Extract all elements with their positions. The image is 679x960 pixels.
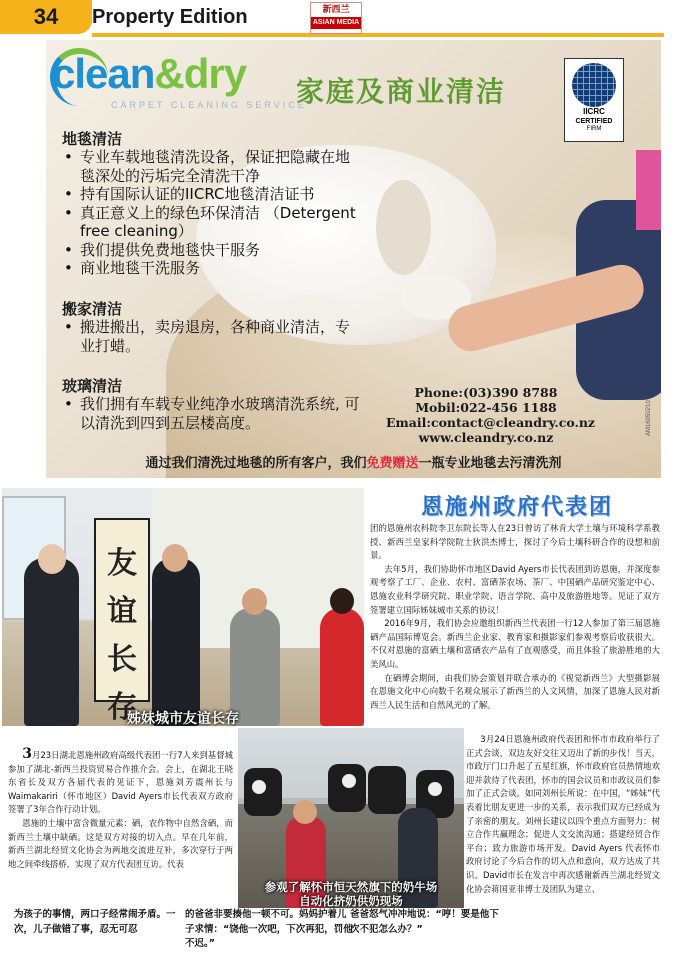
drop-cap: 3 bbox=[22, 746, 33, 762]
ad-promo-footer bbox=[46, 452, 661, 471]
promo-highlight: 免费赠送 bbox=[366, 456, 419, 471]
page-number: 34 bbox=[0, 0, 92, 34]
cow bbox=[328, 764, 366, 812]
photo2-caption-line1: 参观了解怀市恒天然旗下的奶牛场 bbox=[264, 880, 438, 894]
joke-fragment-left: 为孩子的事情，两口子经常闹矛盾。一次，儿子做错了事，忍无可忍 bbox=[14, 909, 176, 935]
article-paragraph: 在硒博会期间，由我们协会策划并联合承办的《视觉新西兰》大型摄影展在恩施文化中心向数千名观众展示了新西兰的人文风情，加深了恩施人民对新西兰人民生活和自然风光的了解。 bbox=[370, 672, 660, 710]
iicrc-certified: CERTIFIED bbox=[575, 118, 613, 125]
person bbox=[152, 558, 200, 726]
joke-fragment-middle: 的爸爸非要揍他一顿不可。妈妈护着儿子求情：“饶他一次吧，下次再犯，罚他不迟。” bbox=[185, 909, 353, 949]
article-paragraph: 去年5月，我们协助怀市地区David Ayers市长代表团到访恩施，并深度参观考察了工厂、企业、农村、富硒茶农场、茶厂、中国硒产品研究鉴定中心、恩施农业科学研究院、职业学院、语言学院、高中及旅游胜地等。见证了双方签署建立国际姊妹城市关系的协议！ bbox=[370, 563, 660, 615]
brand-subtitle: CARPET CLEANING SERVICE bbox=[111, 100, 307, 110]
photo2-caption bbox=[238, 880, 464, 908]
glass-cleaning-list bbox=[60, 395, 360, 432]
contact-block bbox=[386, 385, 596, 445]
article-paragraph: 2016年9月，我们协会应邀组织新西兰代表团一行12人参加了第三届恩施硒产品国际博览会。新西兰企业家、教育家和摄影家们参观考察后收获很大。不仅对恩施的富硒土壤和富硒农产品有了直观感受，而且体验了旅游胜地的大美风山。 bbox=[370, 618, 660, 669]
list-item: • 持有国际认证的IICRC地毯清洁证书 bbox=[60, 185, 360, 204]
cow-spot bbox=[252, 780, 266, 794]
friendship-ceremony-photo bbox=[2, 488, 364, 726]
carpet-cleaning-list bbox=[60, 148, 360, 278]
puppy-ear bbox=[376, 180, 431, 275]
contact-mobile: Mobil:022-456 1188 bbox=[415, 400, 557, 415]
glass-cleaning-title: 玻璃清洁 bbox=[62, 377, 123, 395]
iicrc-name: IICRC bbox=[583, 107, 605, 116]
globe-icon bbox=[572, 63, 616, 107]
person-head bbox=[242, 588, 267, 615]
promo-pre: 通过我们清洗过地毯的所有客户，我们 bbox=[145, 456, 367, 471]
carpet-cleaning-title: 地毯清洁 bbox=[62, 130, 123, 148]
publisher-logo-en: ASIAN MEDIA bbox=[311, 17, 361, 29]
visitor-head bbox=[293, 800, 317, 824]
iicrc-firm: FIRM bbox=[586, 126, 602, 132]
brand-chinese-title: 家庭及商业清洁 bbox=[296, 75, 507, 108]
cow bbox=[368, 766, 406, 814]
list-item: • 我们提供免费地毯快干服务 bbox=[60, 241, 360, 260]
moving-cleaning-title: 搬家清洁 bbox=[62, 300, 123, 318]
calligraphy-text: 友谊长存 bbox=[107, 546, 137, 725]
contact-email: Email:contact@cleandry.co.nz bbox=[386, 415, 596, 430]
article-title: 恩施州政府代表团 bbox=[420, 495, 613, 520]
clean-dry-advertisement bbox=[46, 40, 661, 478]
joke-fragment-right: 爸爸怒气冲冲地说：“哼！要是他下次不犯怎么办？” bbox=[350, 909, 499, 935]
article-left-column bbox=[8, 746, 233, 871]
list-item: • 专业车载地毯清洗设备，保证把隐藏在地毯深处的污垢完全清洗干净 bbox=[60, 148, 360, 185]
cow-spot bbox=[342, 774, 356, 788]
person-head bbox=[162, 544, 188, 572]
photo1-caption: 姊妹城市友谊长存 bbox=[127, 711, 239, 727]
list-item: • 我们拥有车载专业纯净水玻璃清洗系统, 可以清洗到四到五层楼高度。 bbox=[60, 395, 360, 432]
contact-phone: Phone:(03)390 8788 bbox=[414, 385, 558, 400]
edition-title: Property Edition bbox=[92, 6, 248, 28]
article-paragraph: 团的恩施州农科院李卫东院长等人在23日曾访了林肯大学土壤与环境科学系教授、新西兰皇家科学院院士狄洪杰博士，探讨了今后土壤科研合作的设想和前景。 bbox=[370, 523, 660, 561]
list-item: • 商业地毯干洗服务 bbox=[60, 259, 360, 278]
article-right-lower-column bbox=[466, 733, 660, 896]
list-item: • 搬进搬出，卖房退房，各种商业清洁，专业打蜡。 bbox=[60, 318, 350, 355]
article-paragraph: 3月24日恩施州政府代表团和怀市市政府举行了正式会谈，双边友好交往又迈出了新的步伐！当天，市政厅门口升起了五星红旗，怀市政府官员热情地欢迎并款待了代表团，怀市的国会议员和市政议员们参加了正式会谈。如同刘州长所说：在中国，“姊妹”代表着比朋友更进一步的关系，表示我们双方已经成为了亲密的朋友。刘州长建议以四个重点方面努力：树立合作共赢理念；促进人文交流沟通；搭建经贸合作平台；致力旅游市场开发。David Ayers 代表怀市政府讨论了今后合作的切入点和意向，双方达成了共识。David市长在发言中再次感谢新西兰湖北经贸文化协会蒋国亚非博士及团队为建立、 bbox=[466, 734, 660, 894]
photo2-caption-line2: 自动化挤奶供奶现场 bbox=[299, 894, 403, 908]
cow-spot bbox=[428, 782, 442, 796]
list-item: • 真正意义上的绿色环保清洁 （Detergent free cleaning） bbox=[60, 204, 360, 241]
article-paragraph: 月23日湖北恩施州政府高级代表团一行7人来到基督城参加了湖北-新西兰投资贸易合作推介会。会上，在湖北王晓东省长及双方各届代表的见证下，恩施刘芳震州长与Waimakariri（怀市地区）David Ayers市长代表双方政府签署了3年合作行动计划。 bbox=[8, 750, 233, 815]
person bbox=[24, 558, 79, 726]
moving-cleaning-list bbox=[60, 318, 350, 355]
ad-code: AM16050210 bbox=[646, 400, 652, 436]
article-paragraph: 恩施的土壤中富含微量元素：硒，农作物中自然含硒，而新西兰土壤中缺硒。这是双方对接的切入点。早在几年前，新西兰湖北经贸文化协会为两地交流进互补，多次穿行于两地之间牵线搭桥，实现了双方代表团互访。代表 bbox=[8, 817, 233, 869]
contact-website: www.cleandry.co.nz bbox=[418, 430, 554, 445]
brand-logo-dry: &dry bbox=[154, 50, 247, 97]
header-rule bbox=[92, 33, 664, 37]
article-right-column bbox=[370, 522, 660, 712]
person-head bbox=[38, 544, 66, 574]
calligraphy-scroll bbox=[94, 518, 150, 725]
iicrc-certification-badge bbox=[564, 58, 624, 142]
promo-post: 一瓶专业地毯去污清洗剂 bbox=[418, 456, 562, 471]
child-shirt bbox=[636, 150, 661, 230]
brand-logo-clean: clean bbox=[52, 50, 155, 97]
publisher-logo-cn: 新西兰 bbox=[322, 5, 350, 15]
person-head bbox=[330, 588, 354, 614]
publisher-logo bbox=[310, 2, 362, 34]
